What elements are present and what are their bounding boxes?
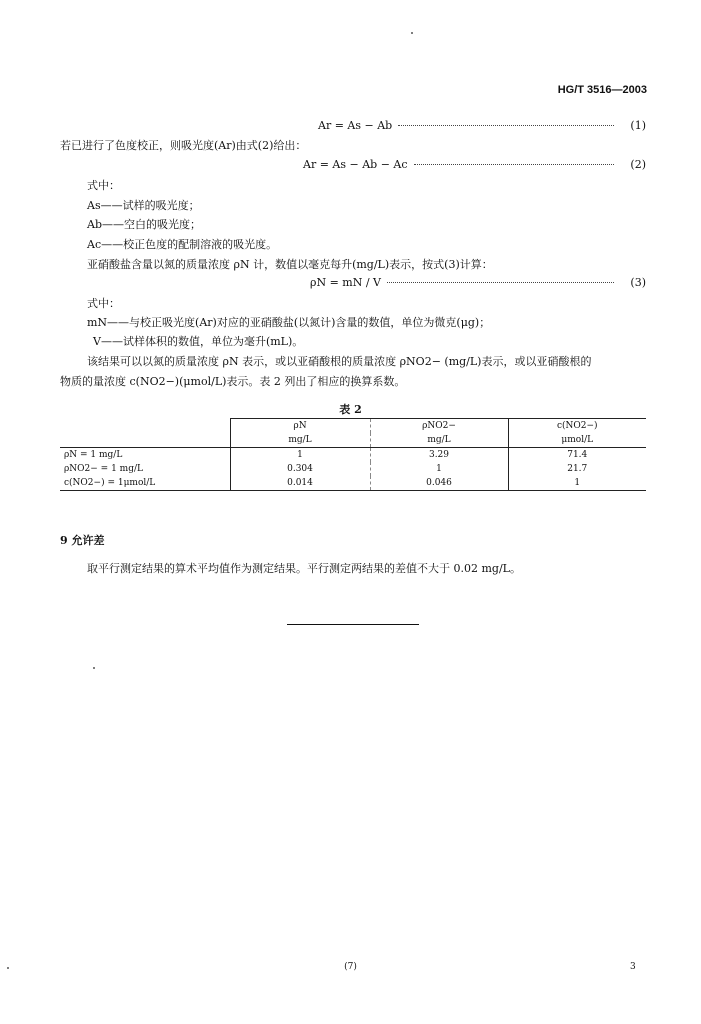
equation-2-number: (2): [630, 158, 646, 171]
standard-number: HG/T 3516—2003: [557, 84, 647, 96]
table-corner: [60, 419, 230, 434]
scan-speck: [411, 32, 413, 34]
conversion-table: [60, 418, 646, 491]
table-units-row: [60, 433, 646, 448]
equation-1-text: Ar = As − Ab: [318, 119, 393, 132]
header-rho-no2: ρNO2−: [370, 419, 508, 434]
definition-ab: Ab——空白的吸光度；: [87, 218, 201, 231]
equation-2: [303, 158, 646, 172]
definition-as: As——试样的吸光度；: [87, 199, 200, 212]
table-cell: 0.014: [230, 476, 370, 491]
table-cell: 1: [508, 476, 646, 491]
equation-3: [310, 276, 646, 290]
equation-2-text: Ar = As − Ab − Ac: [303, 158, 408, 171]
equation-3-text: ρN = mN / V: [310, 276, 382, 289]
scan-speck: [93, 667, 95, 669]
table-cell: 1: [370, 462, 508, 476]
definition-ac: Ac——校正色度的配制溶液的吸光度。: [87, 238, 278, 251]
equation-3-number: (3): [630, 276, 646, 289]
table-row: [60, 462, 646, 476]
conversion-paragraph-line2: 物质的量浓度 c(NO2−)(μmol/L)表示。表 2 列出了相应的换算系数。: [60, 375, 406, 388]
table-cell: 71.4: [567, 450, 588, 460]
table-cell: 3.29: [370, 448, 508, 463]
unit-cell: μmol/L: [508, 433, 646, 448]
color-correction-paragraph: 若已进行了色度校正，则吸光度(Ar)由式(2)给出：: [60, 139, 307, 152]
row-label: ρNO2− = 1 mg/L: [60, 462, 230, 476]
table-cell: 1: [230, 448, 370, 463]
nitrite-calc-paragraph: 亚硝酸盐含量以氮的质量浓度 ρN 计，数值以毫克每升(mg/L)表示，按式(3)计算：: [87, 258, 493, 271]
row-label: c(NO2−) = 1μmol/L: [60, 476, 230, 491]
table-header-row: [60, 419, 646, 434]
table-2-caption: 表 2: [339, 403, 362, 416]
unit-cell: mg/L: [230, 433, 370, 448]
table-cell: 0.304: [230, 462, 370, 476]
scan-speck: [7, 967, 9, 969]
header-c-no2: c(NO2−): [508, 419, 646, 434]
table-cell: 21.7: [567, 464, 588, 474]
definition-mn: mN——与校正吸光度(Ar)对应的亚硝酸盐(以氮计)含量的数值，单位为微克(μg)；: [87, 316, 491, 329]
table-corner: [60, 433, 230, 448]
footer-center-number: (7): [344, 962, 357, 972]
where-label-2: 式中：: [87, 297, 120, 310]
header-rho-n: ρN: [230, 419, 370, 434]
equation-1: [318, 119, 646, 133]
section-9-heading: 9 允许差: [60, 534, 105, 547]
table-row: [60, 448, 646, 463]
row-label: ρN = 1 mg/L: [60, 448, 230, 463]
definition-v: V——试样体积的数值，单位为毫升(mL)。: [93, 335, 304, 348]
dot-leader: [398, 125, 614, 126]
section-9-text: 取平行测定结果的算术平均值作为测定结果。平行测定两结果的差值不大于 0.02 mg/L。: [87, 562, 521, 575]
end-rule: [287, 624, 419, 625]
table-row: [60, 476, 646, 491]
dot-leader: [387, 282, 614, 283]
page-number: 3: [630, 962, 636, 972]
table-cell: 0.046: [370, 476, 508, 491]
equation-1-number: (1): [630, 119, 646, 132]
conversion-paragraph-line1: 该结果可以以氮的质量浓度 ρN 表示，或以亚硝酸根的质量浓度 ρNO2− (mg/L)表示，或以亚硝酸根的: [87, 355, 592, 368]
unit-cell: mg/L: [370, 433, 508, 448]
dot-leader: [414, 164, 614, 165]
where-label-1: 式中：: [87, 179, 120, 192]
